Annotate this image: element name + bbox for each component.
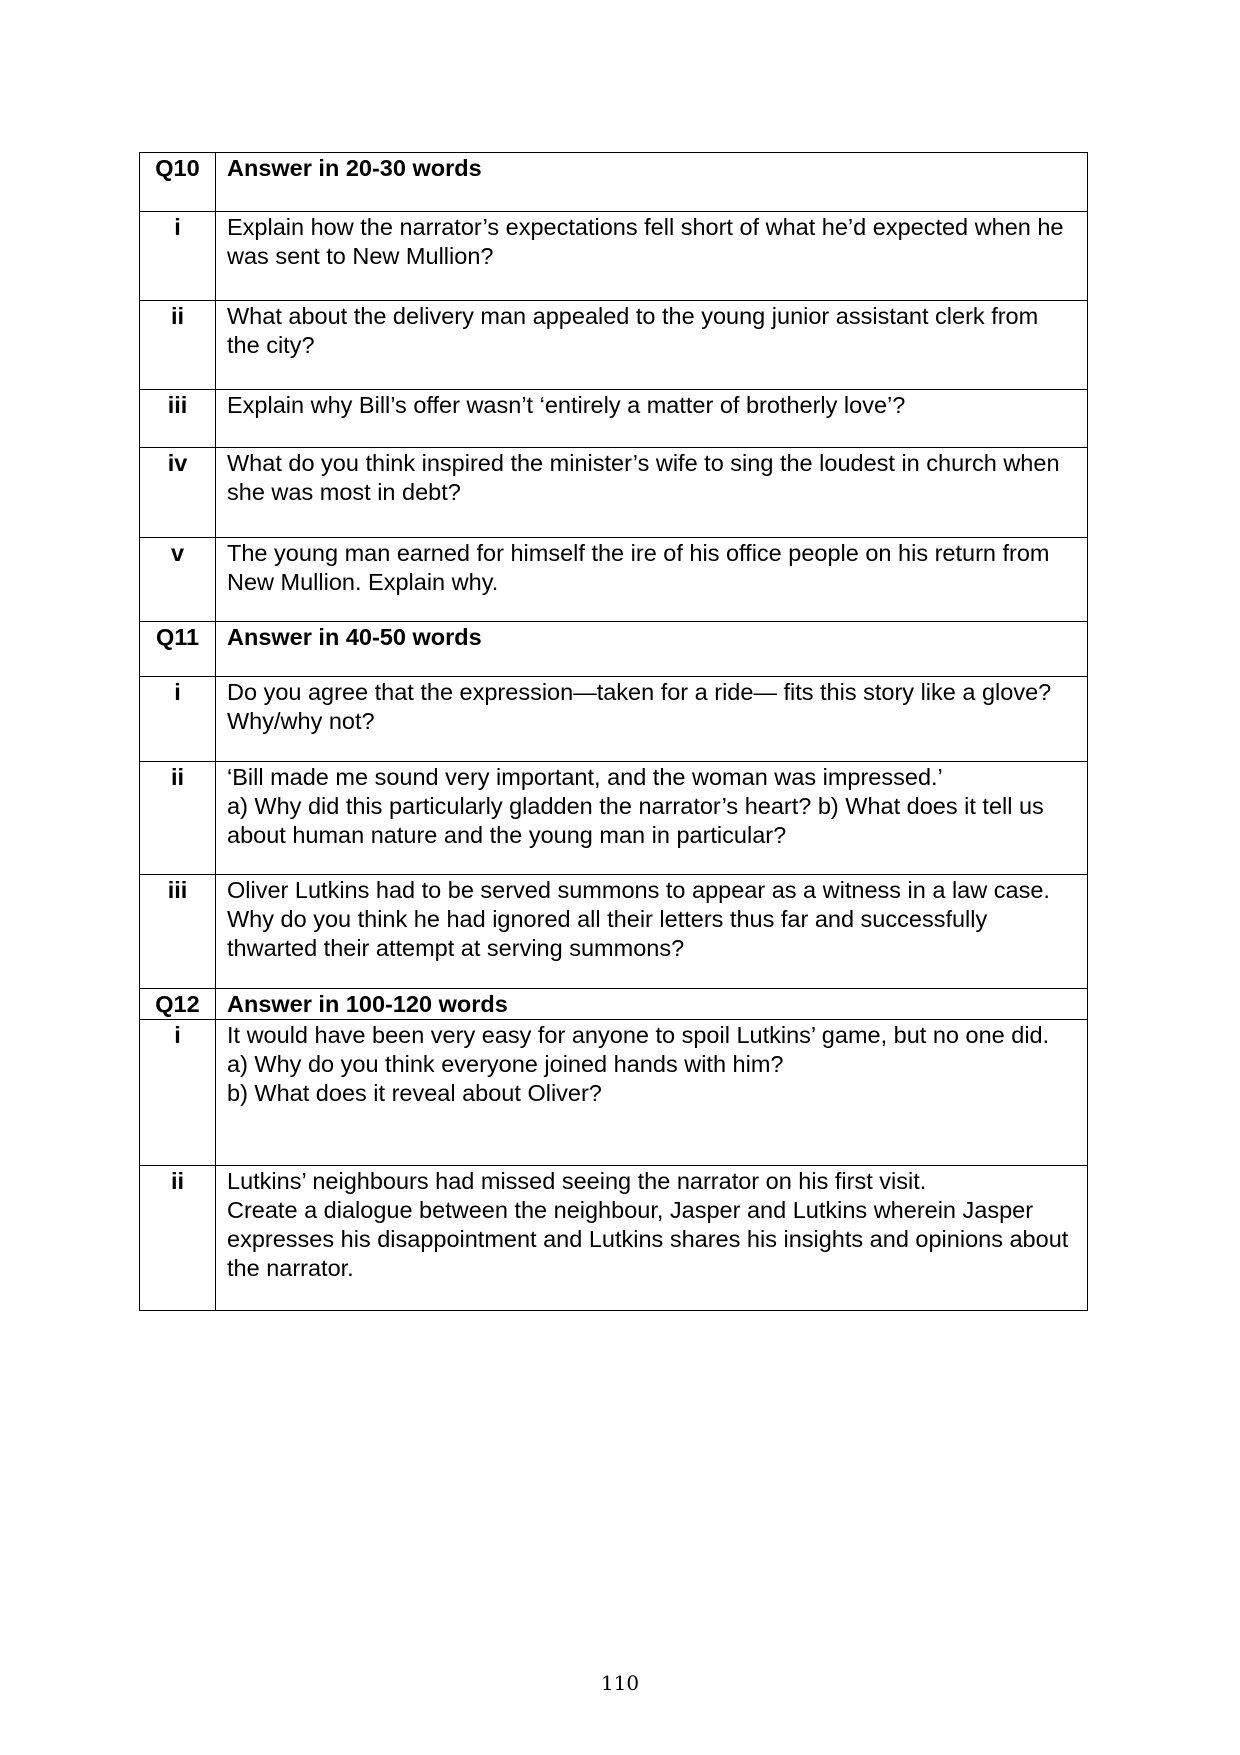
section-instruction — [216, 989, 1088, 1020]
text-line: b) What does it reveal about Oliver? — [227, 1080, 602, 1106]
question-row — [140, 448, 1088, 538]
question-text — [216, 875, 1088, 989]
question-number: ii — [140, 301, 216, 390]
text-line: a) Why do you think everyone joined hands with him? — [227, 1051, 784, 1077]
text-line: Explain how the narrator’s expectations fell short of what he’d expected when he was sent to New Mullion? — [227, 214, 1064, 269]
question-text — [216, 762, 1088, 875]
question-text — [216, 1166, 1088, 1311]
question-row — [140, 538, 1088, 622]
question-number: i — [140, 677, 216, 762]
section-instruction — [216, 153, 1088, 212]
question-row — [140, 212, 1088, 301]
section-instruction — [216, 622, 1088, 677]
question-number: ii — [140, 762, 216, 875]
question-number: Q10 — [140, 153, 216, 212]
question-text — [216, 301, 1088, 390]
question-text — [216, 538, 1088, 622]
page-number: 110 — [600, 1671, 640, 1695]
question-text — [216, 390, 1088, 448]
question-text — [216, 448, 1088, 538]
text-line: Oliver Lutkins had to be served summons to appear as a witness in a law case. Why do you think he had ignored all their letters thus far and successfully thwarted their attempt at serving summons? — [227, 877, 1050, 961]
question-number: v — [140, 538, 216, 622]
question-row — [140, 1166, 1088, 1311]
question-number: iii — [140, 875, 216, 989]
question-row — [140, 762, 1088, 875]
section-header-row — [140, 622, 1088, 677]
text-line: a) Why did this particularly gladden the narrator’s heart? b) What does it tell us about human nature and the young man in particular? — [227, 793, 1044, 848]
text-line: Answer in 20-30 words — [227, 155, 482, 181]
text-line: The young man earned for himself the ire of his office people on his return from New Mullion. Explain why. — [227, 540, 1050, 595]
text-line: Answer in 100-120 words — [227, 991, 508, 1017]
question-text — [216, 677, 1088, 762]
question-number: iv — [140, 448, 216, 538]
question-text — [216, 1020, 1088, 1166]
text-line: Answer in 40-50 words — [227, 624, 482, 650]
section-header-row — [140, 153, 1088, 212]
question-number: Q12 — [140, 989, 216, 1020]
text-line: What about the delivery man appealed to the young junior assistant clerk from the city? — [227, 303, 1039, 358]
section-header-row — [140, 989, 1088, 1020]
question-row — [140, 301, 1088, 390]
text-line: Create a dialogue between the neighbour, Jasper and Lutkins wherein Jasper expresses his disappointment and Lutkins shares his insights and opinions about the narrator. — [227, 1197, 1069, 1281]
question-number: iii — [140, 390, 216, 448]
question-number: i — [140, 212, 216, 301]
question-table — [139, 152, 1088, 1311]
text-line: Do you agree that the expression—taken for a ride— fits this story like a glove? Why/why not? — [227, 679, 1052, 734]
question-number: Q11 — [140, 622, 216, 677]
text-line: What do you think inspired the minister’s wife to sing the loudest in church when she was most in debt? — [227, 450, 1060, 505]
question-row — [140, 1020, 1088, 1166]
question-number: i — [140, 1020, 216, 1166]
question-row — [140, 390, 1088, 448]
question-number: ii — [140, 1166, 216, 1311]
question-row — [140, 677, 1088, 762]
question-text — [216, 212, 1088, 301]
text-line: Explain why Bill’s offer wasn’t ‘entirely a matter of brotherly love’? — [227, 392, 906, 418]
text-line: ‘Bill made me sound very important, and the woman was impressed.’ — [227, 764, 943, 790]
text-line: Lutkins’ neighbours had missed seeing the narrator on his first visit. — [227, 1168, 927, 1194]
question-row — [140, 875, 1088, 989]
text-line: It would have been very easy for anyone to spoil Lutkins’ game, but no one did. — [227, 1022, 1050, 1048]
